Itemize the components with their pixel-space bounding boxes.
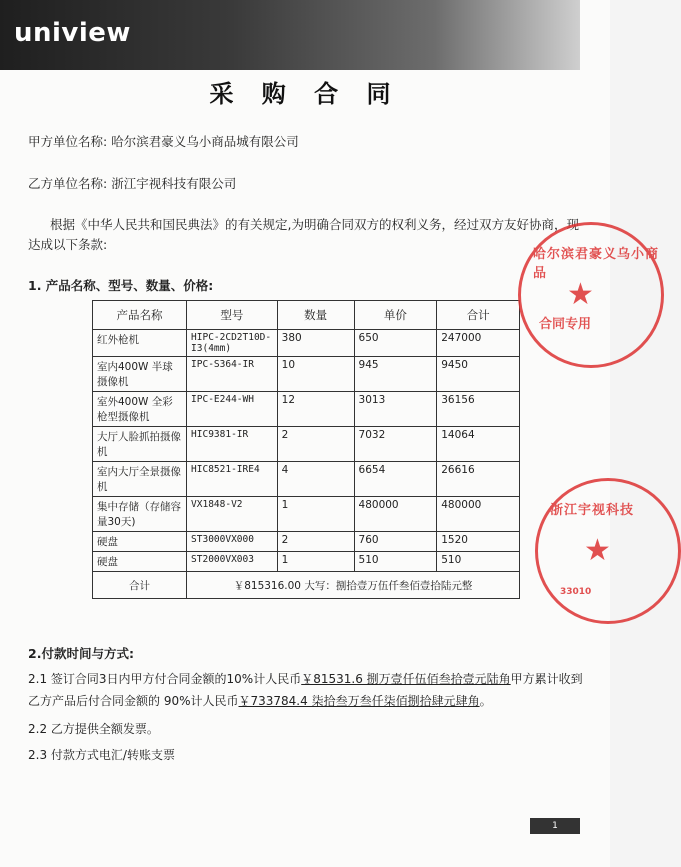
- header-band: [0, 0, 580, 70]
- table-cell: 1520: [437, 532, 520, 552]
- party-a: [28, 132, 299, 150]
- table-cell: 硬盘: [93, 532, 187, 552]
- table-cell: 大厅人脸抓拍摄像机: [93, 427, 187, 462]
- table-row: [93, 392, 520, 427]
- table-row: [93, 357, 520, 392]
- table-header-row: [93, 301, 520, 330]
- seal-b-ring-text: 浙江宇视科技: [550, 503, 635, 518]
- col-header: 单价: [354, 301, 437, 330]
- table-cell: IPC-E244-WH: [187, 392, 278, 427]
- table-cell: 480000: [354, 497, 437, 532]
- table-cell: 480000: [437, 497, 520, 532]
- seal-star-icon: ★: [567, 277, 594, 312]
- table-row: [93, 532, 520, 552]
- table-cell: 红外枪机: [93, 330, 187, 357]
- table-cell: 12: [277, 392, 354, 427]
- party-b-seal: [535, 478, 681, 624]
- payment-clause-2-3: 2.3 付款方式电汇/转账支票: [28, 748, 175, 762]
- party-b-value: 浙江宇视科技有限公司: [111, 176, 237, 191]
- col-header: 产品名称: [93, 301, 187, 330]
- seal-star-icon: ★: [584, 533, 611, 568]
- table-cell: 510: [354, 552, 437, 572]
- col-header: 型号: [187, 301, 278, 330]
- uniview-logo: uniview: [14, 18, 131, 48]
- col-header: 合计: [437, 301, 520, 330]
- contract-title: 采 购 合 同: [209, 79, 401, 108]
- total-label: 合计: [93, 572, 187, 599]
- table-cell: 650: [354, 330, 437, 357]
- table-cell: 36156: [437, 392, 520, 427]
- page-number: 1: [530, 818, 580, 834]
- table-cell: 380: [277, 330, 354, 357]
- table-row: [93, 497, 520, 532]
- table-cell: 4: [277, 462, 354, 497]
- seal-a-bottom-text: 合同专用: [539, 317, 592, 332]
- second-payment-amount: ￥733784.4 柒拾叁万叁仟柒佰捌拾肆元肆角: [238, 694, 480, 708]
- table-cell: 2: [277, 427, 354, 462]
- party-a-seal: [518, 222, 664, 368]
- section-1-heading: 1. 产品名称、型号、数量、价格:: [28, 278, 214, 293]
- total-value: ￥815316.00 大写：捌拾壹万伍仟叁佰壹拾陆元整: [187, 572, 520, 599]
- table-cell: 14064: [437, 427, 520, 462]
- party-a-value: 哈尔滨君豪义乌小商品城有限公司: [111, 134, 299, 149]
- table-cell: 硬盘: [93, 552, 187, 572]
- table-cell: 26616: [437, 462, 520, 497]
- table-cell: ST2000VX003: [187, 552, 278, 572]
- section-2-heading: 2.付款时间与方式:: [28, 646, 134, 661]
- table-cell: 6654: [354, 462, 437, 497]
- table-cell: 1: [277, 497, 354, 532]
- first-payment-amount: ￥81531.6 捌万壹仟伍佰叁拾壹元陆角: [301, 672, 511, 686]
- table-row: [93, 330, 520, 357]
- table-row: [93, 462, 520, 497]
- intro-paragraph: 根据《中华人民共和国民典法》的有关规定,为明确合同双方的权利义务，经过双方友好协商，现达成以下条款:: [28, 217, 579, 252]
- party-b-label: 乙方单位名称:: [28, 176, 108, 191]
- table-cell: 247000: [437, 330, 520, 357]
- table-row: [93, 427, 520, 462]
- party-a-label: 甲方单位名称:: [28, 134, 108, 149]
- table-cell: 760: [354, 532, 437, 552]
- table-cell: IPC-S364-IR: [187, 357, 278, 392]
- table-cell: 10: [277, 357, 354, 392]
- col-header: 数量: [277, 301, 354, 330]
- clause-2-1-end: 。: [479, 694, 492, 708]
- payment-clause-2-1: [28, 668, 588, 712]
- table-cell: 9450: [437, 357, 520, 392]
- table-cell: ST3000VX000: [187, 532, 278, 552]
- table-cell: HIPC-2CD2T10D-I3(4mm): [187, 330, 278, 357]
- table-cell: 集中存储（存储容量30天): [93, 497, 187, 532]
- table-cell: 7032: [354, 427, 437, 462]
- table-cell: 945: [354, 357, 437, 392]
- table-cell: 2: [277, 532, 354, 552]
- table-cell: 室外400W 全彩枪型摄像机: [93, 392, 187, 427]
- table-cell: 3013: [354, 392, 437, 427]
- table-cell: HIC9381-IR: [187, 427, 278, 462]
- clause-2-1-text-cont: 甲方累计收到乙方产品后付合同金额的 90%计人民币: [28, 672, 583, 708]
- table-row: [93, 552, 520, 572]
- seal-a-ring-text: 哈尔滨君豪义乌小商品: [533, 247, 660, 281]
- seal-b-number: 33010: [560, 587, 592, 597]
- total-row: [93, 572, 520, 599]
- table-cell: 510: [437, 552, 520, 572]
- table-cell: VX1848-V2: [187, 497, 278, 532]
- table-cell: 室内400W 半球摄像机: [93, 357, 187, 392]
- product-table: [92, 300, 520, 599]
- table-cell: 室内大厅全景摄像机: [93, 462, 187, 497]
- clause-2-1-text: 2.1 签订合同3日内甲方付合同金额的10%计人民币: [28, 672, 302, 686]
- table-cell: HIC8521-IRE4: [187, 462, 278, 497]
- table-cell: 1: [277, 552, 354, 572]
- payment-clause-2-2: 2.2 乙方提供全额发票。: [28, 722, 159, 736]
- party-b: [28, 174, 236, 192]
